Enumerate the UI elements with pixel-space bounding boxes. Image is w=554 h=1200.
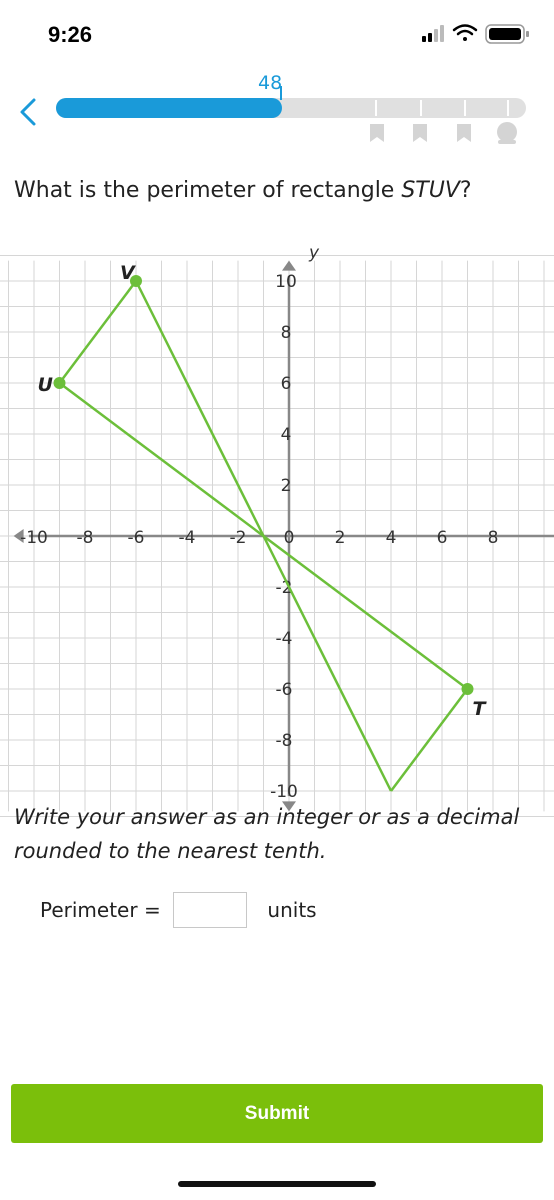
tick-labels xyxy=(20,243,498,802)
question-suffix: ? xyxy=(459,178,472,203)
x-tick-label: -4 xyxy=(178,528,196,548)
vertex-u xyxy=(54,377,66,389)
x-tick-label: -8 xyxy=(76,528,94,548)
y-axis-label: y xyxy=(309,243,320,264)
answer-row xyxy=(40,892,317,928)
battery-icon xyxy=(486,25,529,43)
flag-icon xyxy=(457,124,471,142)
trophy-icon xyxy=(497,122,517,144)
home-indicator xyxy=(178,1181,376,1187)
progress-score: 48 xyxy=(258,72,283,94)
x-tick-label: -6 xyxy=(127,528,145,548)
y-axis-up-arrow xyxy=(282,261,296,271)
y-tick-label: 6 xyxy=(280,374,292,394)
progress-fill xyxy=(56,98,282,118)
x-tick-label: 4 xyxy=(385,528,397,548)
submit-button[interactable]: Submit xyxy=(11,1084,543,1143)
y-tick-label: 2 xyxy=(280,476,292,496)
y-tick-label: -2 xyxy=(275,578,293,598)
y-tick-label: -8 xyxy=(275,731,293,751)
progress-bar xyxy=(0,68,554,158)
x-tick-label: -2 xyxy=(229,528,247,548)
units-label: units xyxy=(267,898,317,922)
coordinate-graph xyxy=(0,230,554,802)
vertex-t xyxy=(462,683,474,695)
status-icons xyxy=(422,22,532,46)
instructions: Write your answer as an integer or as a decimal rounded to the nearest tenth. xyxy=(14,805,520,863)
status-time: 9:26 xyxy=(48,22,93,47)
perimeter-label: Perimeter = xyxy=(40,898,161,922)
wifi-icon xyxy=(454,26,476,42)
x-tick-label: -10 xyxy=(20,528,48,548)
vertex-label-u: U xyxy=(37,374,53,396)
flag-icon xyxy=(370,124,384,142)
y-tick-label: -10 xyxy=(270,782,298,802)
question-prefix: What is the perimeter of rectangle xyxy=(14,178,402,203)
perimeter-input[interactable] xyxy=(173,892,247,928)
x-tick-label: 0 xyxy=(283,528,295,548)
y-tick-label: 10 xyxy=(275,272,297,292)
y-tick-label: 4 xyxy=(280,425,292,445)
vertex-label-v: V xyxy=(120,262,135,284)
flag-icon xyxy=(413,124,427,142)
rectangle-name: STUV xyxy=(401,178,460,203)
signal-icon xyxy=(422,25,444,42)
status-bar xyxy=(0,0,554,60)
vertex-label-t: T xyxy=(472,698,486,720)
x-tick-label: 2 xyxy=(334,528,346,548)
x-tick-label: 8 xyxy=(487,528,499,548)
vertices xyxy=(38,262,488,720)
y-tick-label: -6 xyxy=(275,680,293,700)
x-tick-label: 6 xyxy=(436,528,448,548)
question-text xyxy=(14,178,472,203)
y-tick-label: 8 xyxy=(280,323,292,343)
y-tick-label: -4 xyxy=(275,629,293,649)
